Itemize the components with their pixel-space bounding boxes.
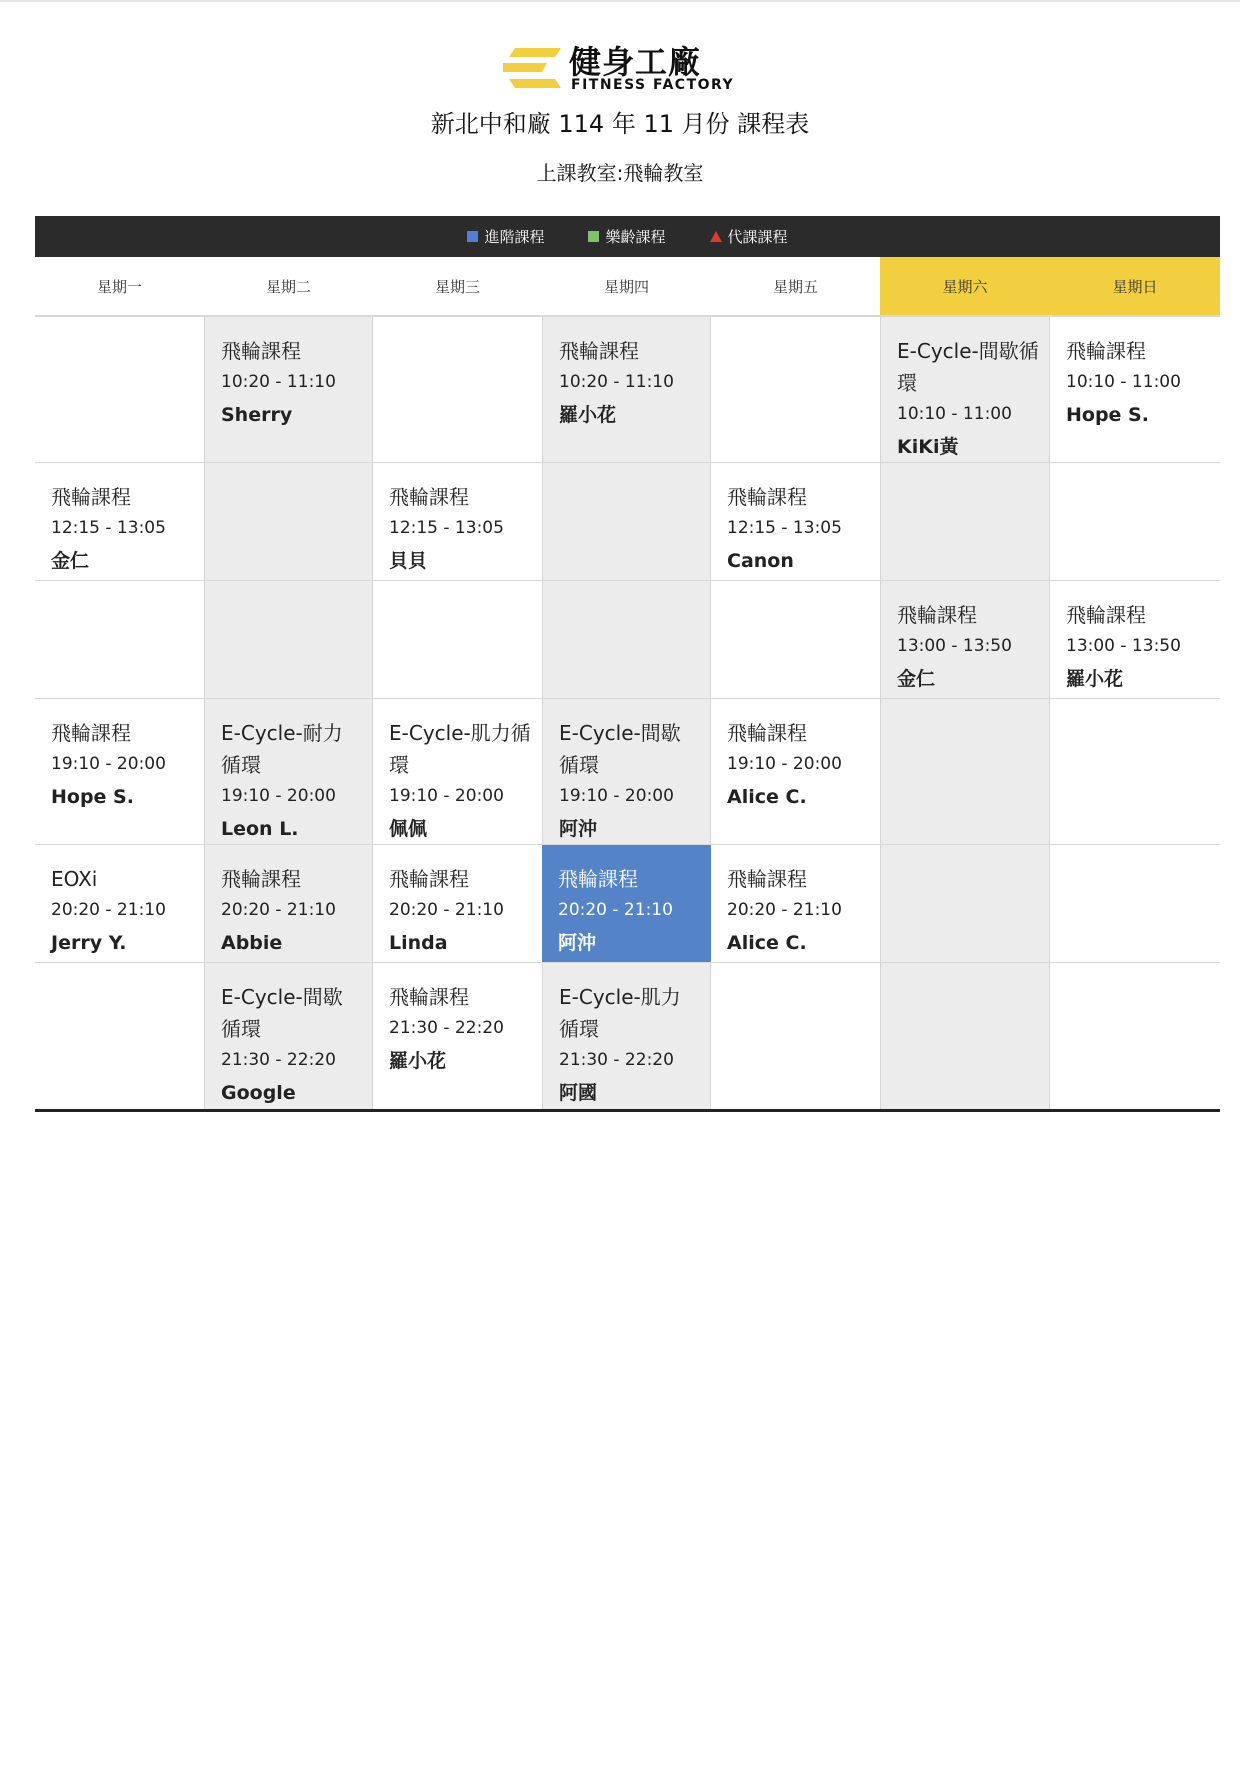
coach-name: Google [221, 1082, 296, 1104]
class-time: 13:00 - 13:50 [897, 636, 1012, 656]
class-cell[interactable] [1050, 581, 1220, 698]
brand-name-en: FITNESS FACTORY [571, 77, 735, 93]
class-name: 飛輪課程 [559, 339, 639, 363]
coach-name: 金仁 [51, 550, 90, 572]
weekday-header: 星期五 [772, 277, 818, 296]
empty-cell [373, 317, 542, 462]
empty-cell [1050, 963, 1220, 1109]
empty-cell [35, 963, 204, 1109]
coach-name: Alice C. [727, 932, 807, 954]
empty-cell [880, 845, 1050, 962]
class-time: 20:20 - 21:10 [51, 900, 166, 920]
coach-name: 羅小花 [389, 1050, 447, 1072]
class-cell[interactable] [711, 699, 880, 844]
coach-name: 羅小花 [559, 404, 617, 426]
time-slot-row [35, 317, 1220, 463]
legend-substitute-triangle-icon [710, 231, 722, 242]
class-name: EOXi [51, 867, 98, 891]
class-name: 飛輪課程 [727, 485, 807, 509]
class-cell[interactable] [711, 463, 880, 580]
class-name: 飛輪課程 [221, 339, 301, 363]
class-name: E-Cycle-肌力循環 [389, 721, 531, 777]
class-cell[interactable] [711, 845, 880, 962]
class-cell[interactable] [35, 463, 204, 580]
class-cell[interactable] [373, 963, 542, 1109]
weekday-header: 星期四 [603, 277, 649, 296]
legend-senior-label: 樂齡課程 [605, 228, 666, 246]
class-cell[interactable] [204, 317, 373, 462]
coach-name: 阿國 [559, 1082, 598, 1104]
empty-cell [880, 963, 1050, 1109]
legend-senior-square-icon [588, 231, 599, 242]
empty-cell [35, 317, 204, 462]
class-name: 飛輪課程 [389, 985, 469, 1009]
class-name: E-Cycle-肌力循環 [559, 985, 681, 1041]
time-slot-row [35, 699, 1220, 845]
class-time: 20:20 - 21:10 [558, 900, 673, 920]
class-name: 飛輪課程 [51, 721, 131, 745]
legend-advanced-label: 進階課程 [484, 228, 545, 246]
class-name: 飛輪課程 [389, 485, 469, 509]
class-cell[interactable] [1050, 317, 1220, 462]
class-name: 飛輪課程 [1066, 339, 1146, 363]
class-cell[interactable] [542, 317, 711, 462]
coach-name: Canon [727, 550, 794, 572]
coach-name: Alice C. [727, 786, 807, 808]
class-cell[interactable] [542, 699, 711, 844]
class-time: 19:10 - 20:00 [727, 754, 842, 774]
class-name: E-Cycle-間歇循環 [221, 985, 343, 1041]
empty-cell [204, 581, 373, 698]
empty-cell [711, 581, 880, 698]
brand-logo [503, 44, 753, 94]
class-cell[interactable] [373, 699, 542, 844]
coach-name: 佩佩 [389, 818, 428, 840]
class-name: 飛輪課程 [727, 721, 807, 745]
empty-cell [880, 699, 1050, 844]
class-time: 12:15 - 13:05 [727, 518, 842, 538]
legend-substitute-label: 代課課程 [727, 228, 788, 246]
coach-name: Abbie [221, 932, 283, 954]
empty-cell [711, 963, 880, 1109]
time-slot-row [35, 963, 1220, 1112]
schedule-rows [35, 317, 1220, 1112]
empty-cell [542, 463, 711, 580]
legend-bar [35, 216, 1220, 257]
weekday-header-row [35, 257, 1220, 317]
class-time: 12:15 - 13:05 [51, 518, 166, 538]
class-time: 10:20 - 11:10 [559, 372, 674, 392]
class-cell[interactable] [204, 845, 373, 962]
page-title: 新北中和廠 114 年 11 月份 課程表 [430, 110, 810, 138]
empty-cell [880, 463, 1050, 580]
empty-cell [1050, 463, 1220, 580]
coach-name: Leon L. [221, 818, 299, 840]
time-slot-row [35, 463, 1220, 581]
weekday-header: 星期六 [880, 257, 1050, 315]
schedule-table [35, 257, 1220, 1112]
class-time: 10:10 - 11:00 [897, 404, 1012, 424]
class-cell[interactable] [542, 845, 711, 962]
top-divider [0, 0, 1240, 2]
class-name: 飛輪課程 [558, 867, 638, 891]
class-time: 12:15 - 13:05 [389, 518, 504, 538]
class-time: 21:30 - 22:20 [559, 1050, 674, 1070]
class-name: E-Cycle-耐力循環 [221, 721, 343, 777]
class-name: E-Cycle-間歇循環 [559, 721, 681, 777]
class-cell[interactable] [880, 581, 1050, 698]
time-slot-row [35, 845, 1220, 963]
class-time: 21:30 - 22:20 [389, 1018, 504, 1038]
legend-substitute [710, 226, 788, 247]
coach-name: 金仁 [897, 668, 936, 690]
empty-cell [711, 317, 880, 462]
weekday-header: 星期一 [96, 277, 142, 296]
coach-name: Sherry [221, 404, 293, 426]
legend-advanced-square-icon [467, 231, 478, 242]
class-time: 19:10 - 20:00 [51, 754, 166, 774]
class-cell[interactable] [204, 699, 373, 844]
coach-name: KiKi黃 [897, 436, 959, 458]
legend-advanced [467, 226, 544, 247]
class-cell[interactable] [204, 963, 373, 1109]
class-cell[interactable] [373, 845, 542, 962]
brand-name-cn: 健身工廠 [569, 43, 702, 81]
class-name: E-Cycle-間歇循環 [897, 339, 1039, 395]
class-name: 飛輪課程 [221, 867, 301, 891]
class-name: 飛輪課程 [1066, 603, 1146, 627]
class-time: 20:20 - 21:10 [727, 900, 842, 920]
class-time: 19:10 - 20:00 [559, 786, 674, 806]
coach-name: Hope S. [51, 786, 134, 808]
class-cell[interactable] [880, 317, 1050, 462]
class-time: 10:10 - 11:00 [1066, 372, 1181, 392]
class-time: 10:20 - 11:10 [221, 372, 336, 392]
weekday-header: 星期三 [434, 277, 480, 296]
class-cell[interactable] [35, 845, 204, 962]
class-name: 飛輪課程 [389, 867, 469, 891]
empty-cell [35, 581, 204, 698]
class-time: 19:10 - 20:00 [221, 786, 336, 806]
time-slot-row [35, 581, 1220, 699]
class-name: 飛輪課程 [727, 867, 807, 891]
legend-senior [588, 226, 665, 247]
fitness-factory-logo-icon [503, 48, 561, 88]
empty-cell [373, 581, 542, 698]
class-cell[interactable] [35, 699, 204, 844]
class-time: 20:20 - 21:10 [389, 900, 504, 920]
class-cell[interactable] [542, 963, 711, 1109]
class-name: 飛輪課程 [51, 485, 131, 509]
coach-name: 阿沖 [559, 818, 598, 840]
class-cell[interactable] [373, 463, 542, 580]
coach-name: 羅小花 [1066, 668, 1124, 690]
coach-name: 阿沖 [558, 932, 597, 954]
classroom-subtitle: 上課教室:飛輪教室 [536, 161, 704, 185]
class-time: 20:20 - 21:10 [221, 900, 336, 920]
empty-cell [542, 581, 711, 698]
weekday-header: 星期日 [1050, 257, 1220, 315]
coach-name: Jerry Y. [51, 932, 127, 954]
coach-name: Linda [389, 932, 448, 954]
empty-cell [1050, 845, 1220, 962]
class-time: 19:10 - 20:00 [389, 786, 504, 806]
weekday-header: 星期二 [265, 277, 311, 296]
coach-name: Hope S. [1066, 404, 1149, 426]
empty-cell [204, 463, 373, 580]
class-time: 13:00 - 13:50 [1066, 636, 1181, 656]
coach-name: 貝貝 [389, 550, 428, 572]
class-time: 21:30 - 22:20 [221, 1050, 336, 1070]
class-name: 飛輪課程 [897, 603, 977, 627]
empty-cell [1050, 699, 1220, 844]
